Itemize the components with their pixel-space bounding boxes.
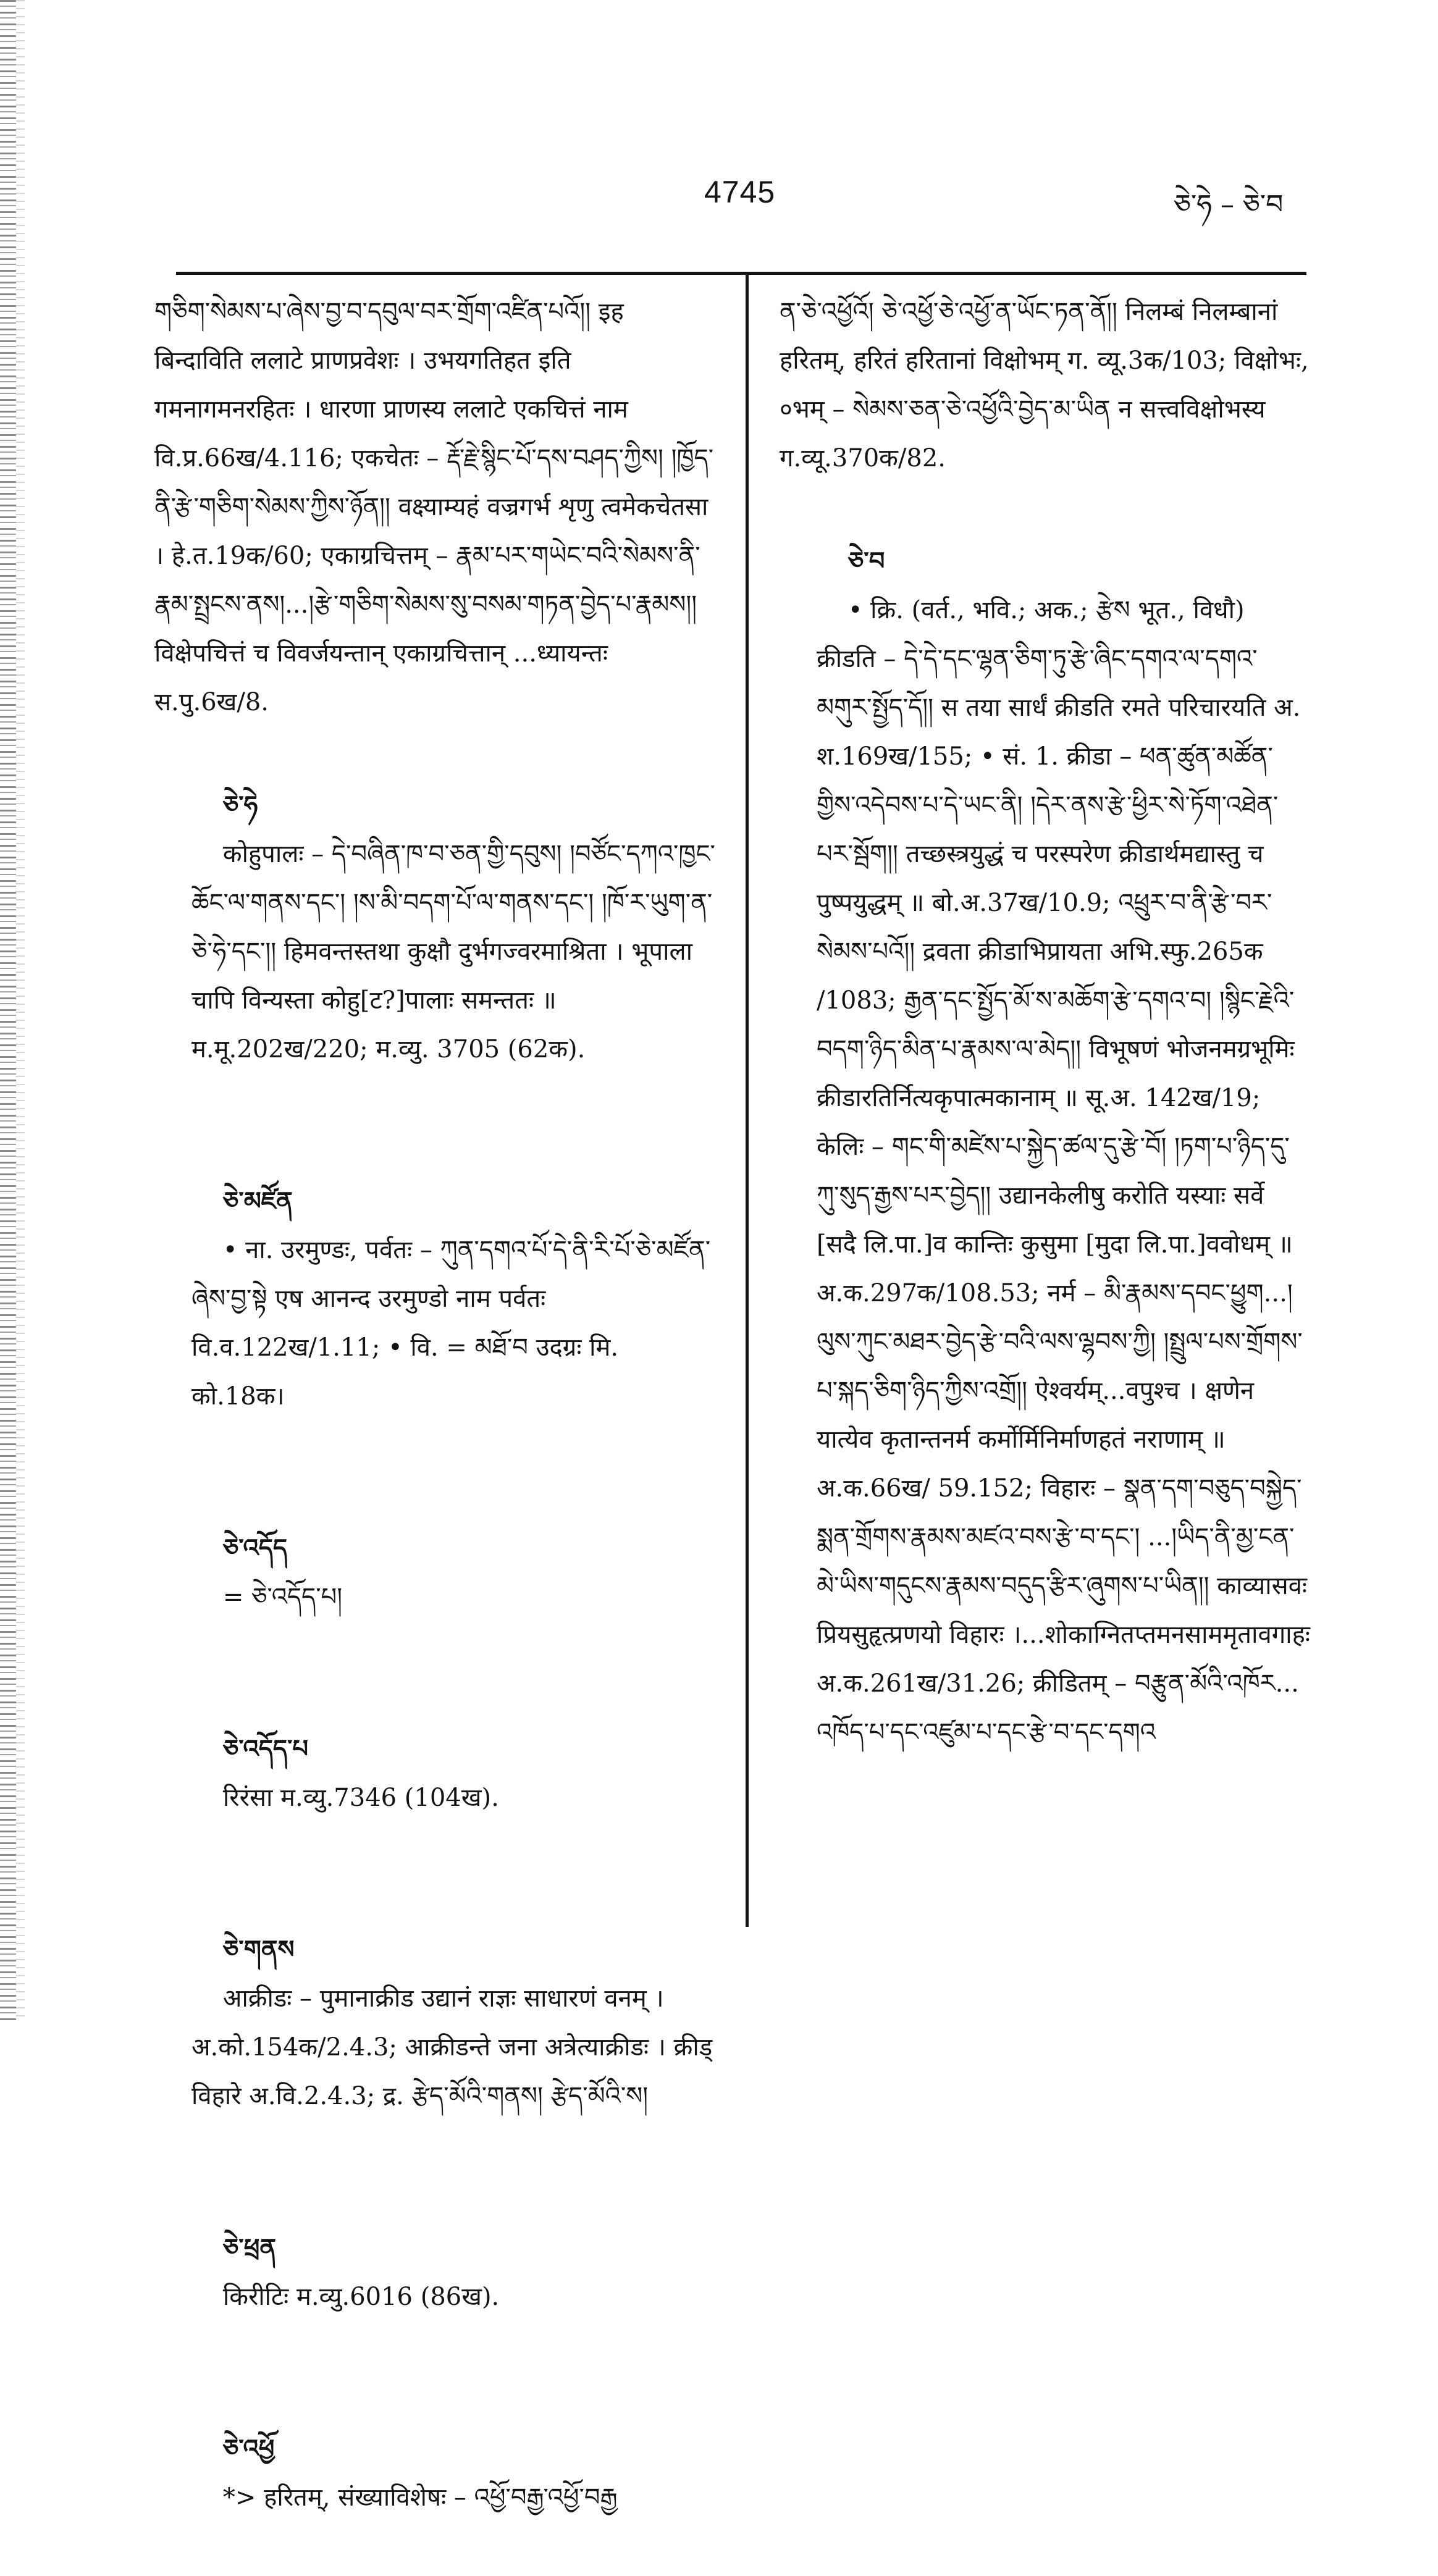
header-rule <box>176 272 1306 275</box>
dictionary-entry <box>780 488 1318 1806</box>
dictionary-entry <box>154 1876 720 2170</box>
entry-text: रिरंसा म.व्यु.7346 (104ख). <box>222 1784 499 1812</box>
entry-headword: ཅེ་མཛོན <box>222 1186 293 1215</box>
dictionary-entry <box>154 1475 717 1671</box>
entry-headword: ཅེ་གནས <box>222 1935 295 1964</box>
entry-headword: ཅེ་འདོད <box>222 1533 288 1563</box>
entry-text: आक्रीडः – पुमानाक्रीड उद्यानं राज्ञः साधारणं वनम् । अ.को.154क/2.4.3; आक्रीडन्ते जना अत्रेत्याक्रीडः । क्रीड् विहारे अ.वि.2.4.3; द्र. རྩེད་མོའི་གནས། རྩེད་མོའི་ས། <box>191 1984 720 2110</box>
left-column <box>154 288 720 2576</box>
entry-headword: ཅེ་ཕྲན <box>222 2233 277 2262</box>
entry-text: • क्रि. (वर्त., भवि.; अक.; རྩེས भूत., विधौ) क्रीडति – དེ་དེ་དང་ལྷན་ཅིག་ཏུ་རྩེ་ཞིང་དགའ་ལ་དགའ་མགུར་སྤྱོད་དོ།། स तया सार्धं क्रीडति रमते परिचारयति अ. श.169ख/155; • सं. 1. क्रीडा – ཕན་ཚུན་མཚོན་གྱིས་འདེབས་པ་དེ་ཡང་ནི། །དེར་ནས་རྩེ་ཕྱིར་སེ་ཏོག་འཐེན་པར་སྦོག།། तच्छस्त्रयुद्धं च परस्परेण क्रीडार्थमद्यास्तु च पुष्पयुद्धम् ॥ बो.अ.37ख/10.9; འཕྲུར་བ་ནི་རྩེ་བར་སེམས་པའོ།། द्रवता क्रीडाभिप्रायता अभि.स्फु.265क /1083; རྒྱན་དང་སྤྱོད་མོ་ས་མཆོག་རྩེ་དགའ་བ། །སྙིང་རྗེའི་བདག་ཉིད་མིན་པ་རྣམས་ལ་མེད།། विभूषणं भोजनमग्रभूमिः क्रीडारतिर्नित्यकृपात्मकानाम् ॥ सू.अ. 142ख/19; केलिः – གང་གི་མཛེས་པ་སྐྱེད་ཚལ་དུ་རྩེ་བོ། །ཏག་པ་ཉིད་དུ་ཀུ་སུད་རྒྱས་པར་བྱེད།། उद्यानकेलीषु करोति यस्याः सर्वे [सदै लि.पा.]व कान्तिः कुसुमा [मुदा लि.पा.]ववोधम् ॥ अ.क.297क/108.53; नर्म – མི་རྣམས་དབང་ཕྱུག...།ལུས་ཀུང་མཐར་བྱེད་རྩེ་བའི་ལས་ལྷབས་ཀྱི། །སྤྲུལ་པས་གྲོགས་པ་སྐད་ཅིག་ཉིད་ཀྱིས་འགྲོ།། ऐश्वर्यम्...वपुश्च । क्षणेन यात्येव कृतान्तनर्म कर्मोर्मिनिर्माणहतं नराणाम् ॥ अ.क.66ख/ 59.152; विहारः – སྣན་དག་བཅུད་བསྐྱེད་སྨན་གྲོགས་རྣམས་མཛའ་བས་རྩེ་བ་དང་། ...།ཡིད་ནི་མྱ་ངན་མེ་ཡིས་གདུངས་རྣམས་བདུད་རྩིར་ཞུགས་པ་ཡིན།། काव्यासवः प्रियसुहृत्प्रणयो विहारः ।...शोकाग्नितप्तमनसाममृतावगाहः अ.क.261ख/31.26; क्रीडितम् – བརྩུན་མོའི་འཁོར... འཁོད་པ་དང་འཛུམ་པ་དང་རྩེ་བ་དང་དགའ <box>817 596 1318 1747</box>
dictionary-entry <box>154 2175 717 2370</box>
entry-text: • ना. उरमुण्डः, पर्वतः – ཀུན་དགའ་པོ་དེ་ནི་རི་པོ་ཅེ་མཛོན་ཞེས་བྱ་སྟེ एष आनन्द उरमुण्डो नाम पर्वतः वि.व.122ख/1.11; • वि. = མཐོ་བ उदग्रः मि. को.18क। <box>191 1236 711 1411</box>
entry-headword: ཅེ་འདོད་པ <box>222 1734 309 1763</box>
dictionary-entry <box>154 2375 717 2571</box>
entry-text: *> हरितम्, संख्याविशेषः – འཕྱོ་བརྒྱ་འཕྱོ་བརྒྱ <box>222 2483 618 2512</box>
dictionary-entry <box>154 1676 717 1871</box>
running-head: ཅེ་ཧེ – ཅེ་བ <box>1174 189 1284 220</box>
right-column <box>780 288 1318 1811</box>
left-continuation: གཅིག་སེམས་པ་ཞེས་བྱ་བ་དབུལ་བར་གྲོག་འཛིན་པའོ།། इह बिन्दाविति ललाटे प्राणप्रवेशः । उभयगतिहत इति गमनागमनरहितः । धारणा प्राणस्य ललाटे एकचित्तं नाम वि.प्र.66ख/4.116; एकचेतः – རྡོ་རྗེ་སྙིང་པོ་དས་བཤད་ཀྱིས། །ཁྱོད་ནི་རྩེ་གཅིག་སེམས་ཀྱིས་ཉོན།། वक्ष्याम्यहं वज्रगर्भ शृणु त्वमेकचेतसा । हे.त.19क/60; एकाग्रचित्तम् – རྣམ་པར་གཡེང་བའི་སེམས་ནི་རྣམ་སྤྲངས་ནས།...།རྩེ་གཅིག་སེམས་སུ་བསམ་གཏན་བྱེད་པ་རྣམས།། विक्षेपचित्तं च विवर्जयन्तान् एकाग्रचित्तान् ...ध्यायन्तः स.पु.6ख/8. <box>154 298 717 716</box>
column-divider <box>746 272 749 1927</box>
scan-edge-speckle <box>16 0 25 2020</box>
entry-text: किरीटिः म.व्यु.6016 (86ख). <box>222 2283 500 2311</box>
right-continuation: ན་ཅེ་འཕྱོའོ། ཅེ་འཕྱོ་ཅེ་འཕྱོ་ན་ཡོང་ཏན་ནོ།། निलम्बं निलम्बानां हरितम्, हरितं हरितानां विक्षोभम् ग. व्यू.3क/103; विक्षोभः, ०भम् – སེམས་ཅན་ཅེ་འཕྱོའི་བྱེད་མ་ཡིན न सत्त्वविक्षोभस्य ग.व्यू.370क/82. <box>780 298 1317 472</box>
dictionary-entry <box>154 1128 717 1470</box>
entry-text: कोहुपालः – དེ་བཞིན་ཁ་བ་ཅན་གྱི་དབུས། །བཙོང་དཀའ་ཁྱང་ཆོང་ལ་གནས་དང་། །ས་མི་བདག་པོ་ལ་གནས་དང་། །ཁོ་ར་ཡུག་ན་ཅེ་ཧེ་དང་།། हिमवन्तस्तथा कुक्षौ दुर्भगज्वरमाश्रिता । भूपाला चापि विन्यस्ता कोहु[ट?]पालाः समन्ततः ॥ म.मू.202ख/220; म.व्यु. 3705 (62क). <box>191 840 715 1064</box>
entry-text: = ཅེ་འདོད་པ། <box>222 1583 343 1611</box>
dictionary-entry <box>154 732 717 1123</box>
scan-edge-shadow <box>0 0 16 2020</box>
entry-headword: ཅེ་ཧེ <box>222 791 258 820</box>
page-number: 4745 <box>704 175 776 209</box>
entry-headword: ཅེ་འཕྱོ <box>222 2434 275 2463</box>
entry-headword: ཅེ་བ <box>847 547 885 576</box>
